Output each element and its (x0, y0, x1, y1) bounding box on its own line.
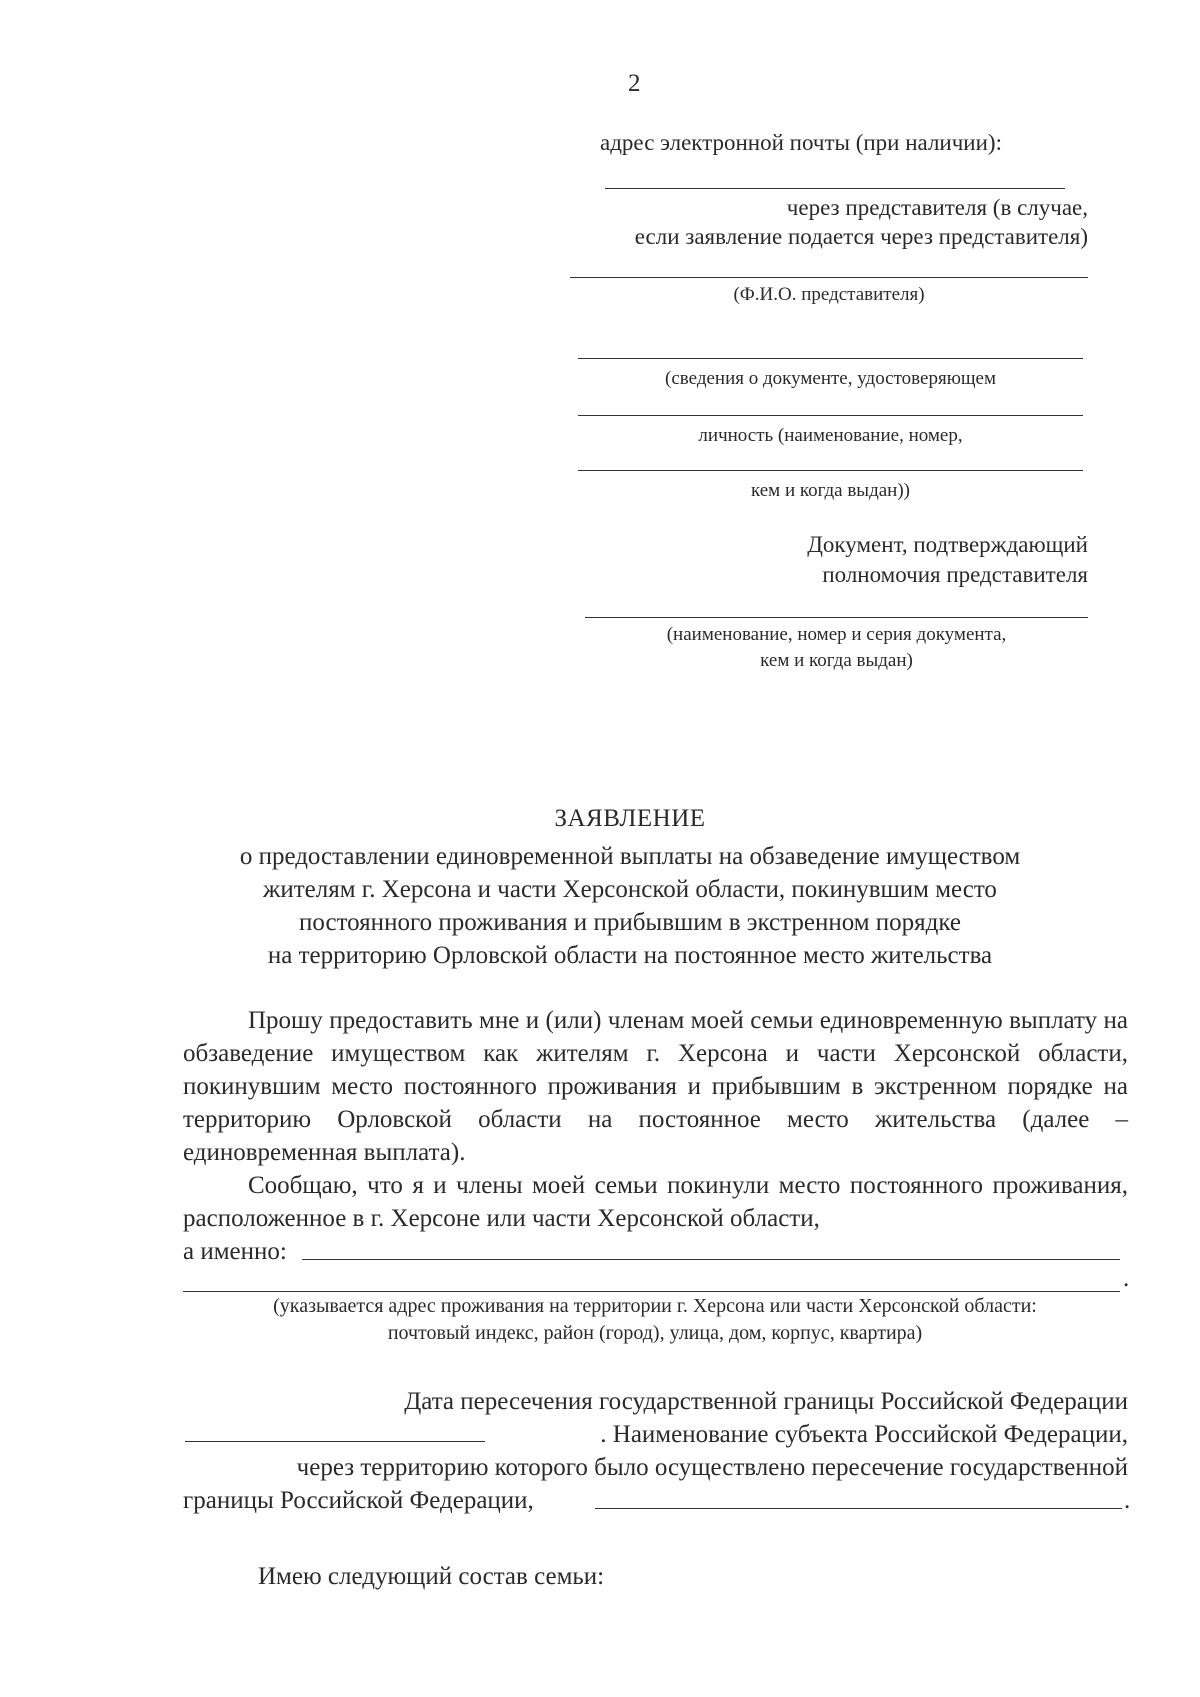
id-document-caption-1: (сведения о документе, удостоверяющем (665, 368, 996, 389)
authority-document-caption-2: кем и когда выдан) (760, 650, 913, 671)
request-paragraph: Прошу предоставить мне и (или) членам моей семьи единовременную выплату на обзаведение имуществом как жителям г. Херсона и части Херсонской области, покинувшим место постоянного проживания и прибывшим в экстренном порядке на территорию Орловской области на постоянное место жительства (далее – единовременная выплата). (183, 1007, 1128, 1166)
representative-name-caption: (Ф.И.О. представителя) (733, 284, 925, 305)
authority-document-field[interactable] (585, 617, 1088, 618)
email-field[interactable] (605, 188, 1065, 189)
region-field[interactable] (595, 1508, 1122, 1509)
subtitle-line-2: жителям г. Херсона и части Херсонской области, покинувшим место (263, 876, 997, 903)
id-document-field-3[interactable] (578, 470, 1083, 471)
id-document-field-1[interactable] (578, 358, 1083, 359)
address-caption-2: почтовый индекс, район (город), улица, дом, корпус, квартира) (387, 1322, 923, 1344)
address-field-2[interactable] (183, 1291, 1120, 1292)
namely-label: а именно: (183, 1238, 287, 1265)
document-title: ЗАЯВЛЕНИЕ (554, 805, 706, 832)
left-place-paragraph: Сообщаю, что я и члены моей семьи покинули место постоянного проживания, расположенное в г. Херсоне или части Херсонской области, (183, 1172, 1128, 1232)
subtitle-line-3: постоянного проживания и прибывшим в экстренном порядке (298, 909, 962, 936)
family-composition-label: Имею следующий состав семьи: (258, 1563, 605, 1590)
representative-name-field[interactable] (570, 277, 1088, 278)
address-caption-1: (указывается адрес проживания на территории г. Херсона или части Херсонской области: (273, 1295, 1037, 1317)
authority-document-line-1: Документ, подтверждающий (807, 532, 1088, 557)
region-label: . Наименование субъекта Российской Федерации, (600, 1421, 1128, 1448)
id-document-caption-3: кем и когда выдан)) (750, 480, 910, 501)
id-document-caption-2: личность (наименование, номер, (698, 425, 963, 446)
email-label: адрес электронной почты (при наличии): (600, 130, 1002, 155)
address-period: . (1123, 1265, 1130, 1292)
border-date-label: Дата пересечения государственной границы Российской Федерации (404, 1388, 1128, 1415)
representative-line-2: если заявление подается через представителя) (634, 224, 1088, 249)
authority-document-line-2: полномочия представителя (822, 562, 1088, 587)
address-field-1[interactable] (302, 1259, 1120, 1260)
subtitle-line-4: на территорию Орловской области на постоянное место жительства (267, 942, 993, 969)
document-subtitle (180, 840, 1080, 972)
region-period: . (1124, 1487, 1131, 1514)
region-line-2: через территорию которого было осуществлено пересечение государственной (296, 1454, 1128, 1481)
authority-document-caption-1: (наименование, номер и серия документа, (666, 624, 1007, 645)
page-number: 2 (628, 70, 641, 97)
region-line-3: границы Российской Федерации, (183, 1487, 534, 1514)
border-date-field[interactable] (185, 1441, 485, 1442)
id-document-field-2[interactable] (578, 415, 1083, 416)
representative-line-1: через представителя (в случае, (786, 195, 1088, 220)
subtitle-line-1: о предоставлении единовременной выплаты на обзаведение имуществом (239, 843, 1021, 870)
